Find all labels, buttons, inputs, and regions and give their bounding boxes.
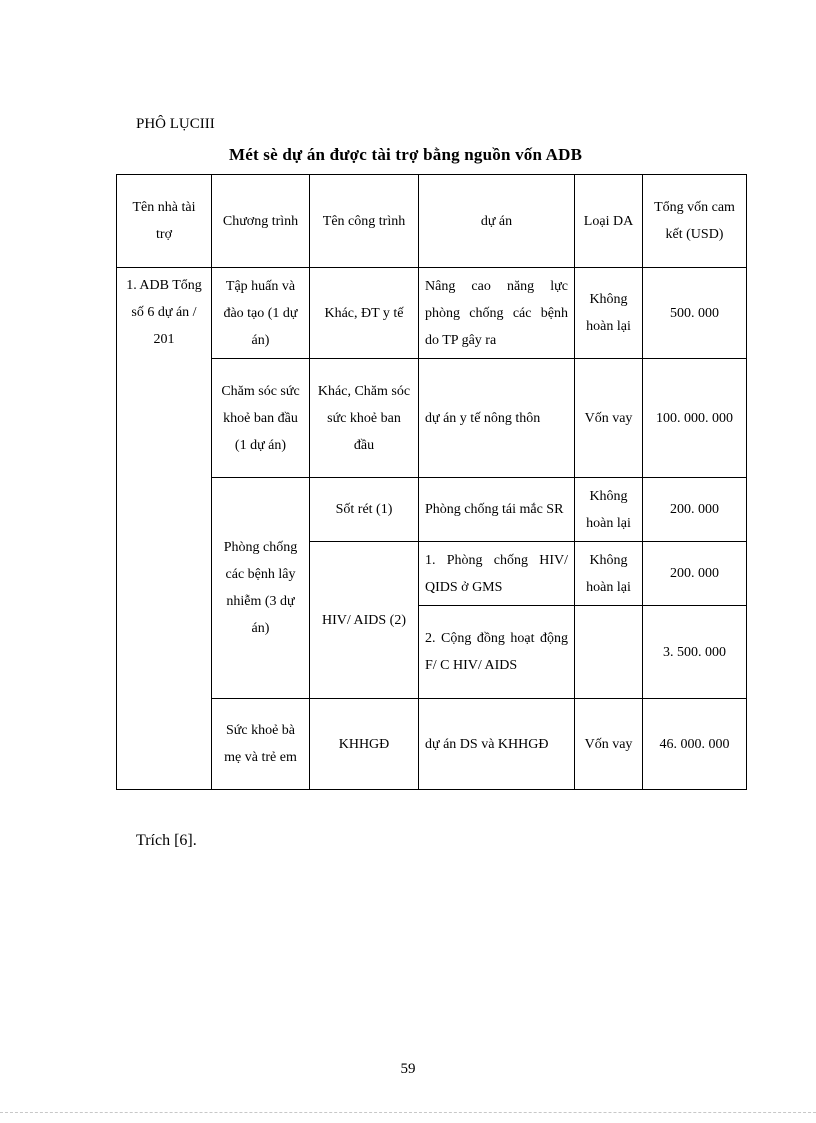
table-row: [117, 478, 747, 542]
table-row: [117, 699, 747, 790]
project-cell: 1. Phòng chống HIV/ QIDS ở GMS: [419, 542, 575, 606]
project-cell: dự án y tế nông thôn: [419, 359, 575, 478]
work-cell: KHHGĐ: [310, 699, 419, 790]
table-row: [117, 359, 747, 478]
program-cell: Chăm sóc sức khoẻ ban đầu (1 dự án): [212, 359, 310, 478]
type-cell: [575, 606, 643, 699]
project-cell: 2. Cộng đồng hoạt động F/ C HIV/ AIDS: [419, 606, 575, 699]
appendix-label: PHÔ LỤCIII: [136, 116, 215, 132]
type-cell: Không hoàn lại: [575, 268, 643, 359]
work-cell: Khác, Chăm sóc sức khoẻ ban đầu: [310, 359, 419, 478]
header-program: Chương trình: [212, 175, 310, 268]
work-cell: HIV/ AIDS (2): [310, 542, 419, 699]
page-bottom-rule: [0, 1112, 816, 1113]
page-number: 59: [400, 1061, 416, 1077]
citation: Trích [6].: [136, 832, 197, 849]
type-cell: Không hoàn lại: [575, 542, 643, 606]
work-cell: Sốt rét (1): [310, 478, 419, 542]
work-cell: Khác, ĐT y tế: [310, 268, 419, 359]
projects-table: [116, 174, 747, 790]
header-type: Loại DA: [575, 175, 643, 268]
project-cell: Phòng chống tái mắc SR: [419, 478, 575, 542]
header-donor: Tên nhà tài trợ: [117, 175, 212, 268]
type-cell: Vốn vay: [575, 359, 643, 478]
total-cell: 200. 000: [643, 542, 747, 606]
total-cell: 200. 000: [643, 478, 747, 542]
total-cell: 3. 500. 000: [643, 606, 747, 699]
header-project: dự án: [419, 175, 575, 268]
table-row: [117, 268, 747, 359]
project-cell: dự án DS và KHHGĐ: [419, 699, 575, 790]
header-total: Tổng vốn cam kết (USD): [643, 175, 747, 268]
donor-cell: 1. ADB Tổng số 6 dự án / 201: [117, 268, 212, 790]
table-header-row: [117, 175, 747, 268]
total-cell: 100. 000. 000: [643, 359, 747, 478]
type-cell: Không hoàn lại: [575, 478, 643, 542]
program-cell: Phòng chống các bệnh lây nhiễm (3 dự án): [212, 478, 310, 699]
type-cell: Vốn vay: [575, 699, 643, 790]
program-cell: Sức khoẻ bà mẹ và trẻ em: [212, 699, 310, 790]
total-cell: 500. 000: [643, 268, 747, 359]
project-cell: Nâng cao năng lực phòng chống các bệnh do TP gây ra: [419, 268, 575, 359]
total-cell: 46. 000. 000: [643, 699, 747, 790]
document-title: Mét sè dự án được tài trợ bằng nguồn vốn ADB: [229, 145, 583, 164]
program-cell: Tập huấn và đào tạo (1 dự án): [212, 268, 310, 359]
header-work: Tên công trình: [310, 175, 419, 268]
